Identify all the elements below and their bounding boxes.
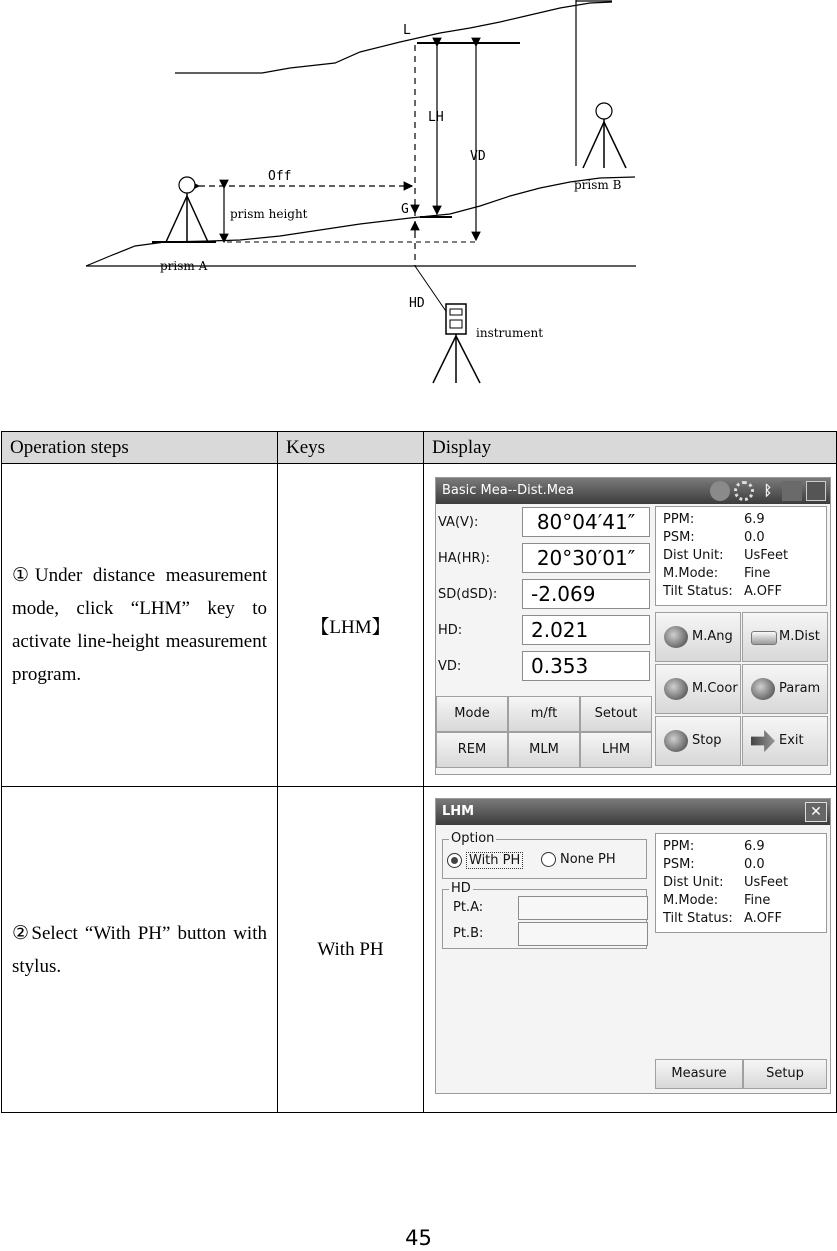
option-group — [442, 831, 647, 879]
exit-button[interactable] — [742, 716, 828, 766]
psm-value: 0.0 — [744, 857, 765, 872]
step-text: ②Select “With PH” button with stylus. — [2, 787, 278, 1113]
close-icon[interactable]: ✕ — [805, 802, 827, 822]
label-instrument: instrument — [476, 326, 544, 340]
display-cell — [424, 464, 837, 787]
info-panel — [655, 833, 827, 933]
m-dist-label: M.Dist — [779, 629, 820, 644]
vd-value: 0.353 — [522, 651, 650, 681]
m-coor-button[interactable] — [655, 664, 741, 714]
m-ang-button[interactable] — [655, 612, 741, 662]
lhm-button[interactable]: LHM — [580, 732, 652, 768]
none-ph-label: None PH — [560, 852, 616, 867]
ha-value: 20°30′01″ — [522, 543, 650, 573]
header-display: Display — [424, 432, 837, 464]
key-text: With PH — [278, 787, 424, 1113]
ppm-value: 6.9 — [744, 839, 765, 854]
step-text: ①Under distance measurement mode, click “LHM” key to activate line-height measurement program. — [2, 464, 278, 787]
display-cell — [424, 787, 837, 1113]
m-mode-value: Fine — [744, 566, 771, 581]
ha-label: HA(HR): — [438, 551, 490, 566]
pt-b-label: Pt.B: — [453, 926, 484, 941]
table-row — [2, 464, 837, 787]
label-lh: LH — [428, 110, 444, 125]
stop-button[interactable] — [655, 716, 741, 766]
m-dist-button[interactable] — [742, 612, 828, 662]
label-l: L — [403, 23, 411, 38]
lhm-screen — [435, 798, 831, 1094]
param-button[interactable] — [742, 664, 828, 714]
distance-icon — [751, 631, 777, 645]
line-height-measurement-diagram — [0, 0, 837, 395]
m-ang-label: M.Ang — [692, 629, 733, 644]
label-prism-a: prism A — [160, 259, 208, 273]
ppm-value: 6.9 — [744, 512, 765, 527]
rem-button[interactable]: REM — [436, 732, 508, 768]
laser-icon[interactable] — [710, 481, 730, 501]
with-ph-radio[interactable] — [447, 852, 523, 869]
operation-table — [1, 431, 837, 1113]
dist-unit-value: UsFeet — [744, 875, 789, 890]
upper-terrain-line — [175, 2, 612, 73]
dist-unit-label: Dist Unit: — [663, 548, 724, 563]
dist-unit-label: Dist Unit: — [663, 875, 724, 890]
info-panel — [655, 506, 827, 606]
lower-terrain-line — [86, 177, 635, 266]
screen-title: Basic Mea--Dist.Mea — [442, 483, 574, 498]
pt-b-input[interactable] — [518, 922, 648, 946]
table-row — [2, 787, 837, 1113]
coordinate-icon — [664, 678, 688, 700]
m-coor-label: M.Coor — [692, 681, 738, 696]
label-prism-height: prism height — [230, 207, 308, 221]
screen-title: LHM — [442, 804, 475, 819]
tilt-status-label: Tilt Status: — [663, 584, 733, 599]
m-mode-value: Fine — [744, 893, 771, 908]
page-number: 45 — [405, 1226, 432, 1250]
va-value: 80°04′41″ — [522, 507, 650, 537]
dist-unit-value: UsFeet — [744, 548, 789, 563]
pt-a-label: Pt.A: — [453, 900, 484, 915]
option-group-title: Option — [451, 831, 495, 846]
m-mode-label: M.Mode: — [663, 893, 719, 908]
instrument-status-icon[interactable] — [782, 481, 802, 501]
label-g: G — [401, 202, 409, 217]
bluetooth-icon[interactable]: ᛒ — [763, 483, 773, 499]
ppm-label: PPM: — [663, 839, 695, 854]
hd-group-title: HD — [451, 881, 471, 896]
psm-label: PSM: — [663, 857, 695, 872]
gears-icon — [751, 678, 775, 700]
tilt-status-label: Tilt Status: — [663, 911, 733, 926]
psm-value: 0.0 — [744, 530, 765, 545]
label-hd: HD — [409, 296, 425, 311]
with-ph-label: With PH — [466, 852, 523, 869]
hd-value: 2.021 — [522, 615, 650, 645]
measure-button[interactable]: Measure — [655, 1059, 743, 1089]
prism-b-tripod — [576, 0, 626, 168]
exit-label: Exit — [779, 733, 804, 748]
screen-titlebar — [436, 799, 830, 825]
instrument-tripod — [433, 304, 480, 383]
setup-button[interactable]: Setup — [743, 1059, 827, 1089]
mode-button[interactable]: Mode — [436, 696, 508, 732]
psm-label: PSM: — [663, 530, 695, 545]
table-header-row — [2, 432, 837, 464]
dist-mea-screen — [435, 477, 831, 775]
hd-group — [442, 881, 647, 949]
va-label: VA(V): — [438, 515, 479, 530]
stop-label: Stop — [692, 733, 722, 748]
label-vd: VD — [470, 149, 486, 164]
radio-selected-icon — [447, 853, 462, 868]
radio-unselected-icon — [541, 852, 556, 867]
label-off: Off — [268, 169, 292, 184]
battery-icon — [806, 481, 826, 501]
key-text: 【LHM】 — [278, 464, 424, 787]
stop-icon — [664, 730, 688, 752]
screen-titlebar — [436, 478, 830, 504]
header-keys: Keys — [278, 432, 424, 464]
ppm-label: PPM: — [663, 512, 695, 527]
none-ph-radio[interactable] — [541, 852, 616, 867]
sd-label: SD(dSD): — [438, 587, 498, 602]
param-label: Param — [779, 681, 821, 696]
exit-arrow-icon — [751, 730, 775, 752]
vd-label: VD: — [438, 659, 462, 674]
tilt-status-value: A.OFF — [744, 911, 782, 926]
setout-button[interactable]: Setout — [580, 696, 652, 732]
pt-a-input[interactable] — [518, 896, 648, 920]
tilt-status-value: A.OFF — [744, 584, 782, 599]
mlm-button[interactable]: MLM — [508, 732, 580, 768]
m-ft-button[interactable]: m/ft — [508, 696, 580, 732]
hd-label: HD: — [438, 623, 463, 638]
header-operation-steps: Operation steps — [2, 432, 278, 464]
angle-icon — [664, 626, 688, 648]
sd-value: -2.069 — [522, 579, 650, 609]
label-prism-b: prism B — [574, 178, 622, 192]
prism-a-tripod — [152, 177, 216, 242]
settings-gear-icon[interactable] — [734, 481, 754, 501]
m-mode-label: M.Mode: — [663, 566, 719, 581]
